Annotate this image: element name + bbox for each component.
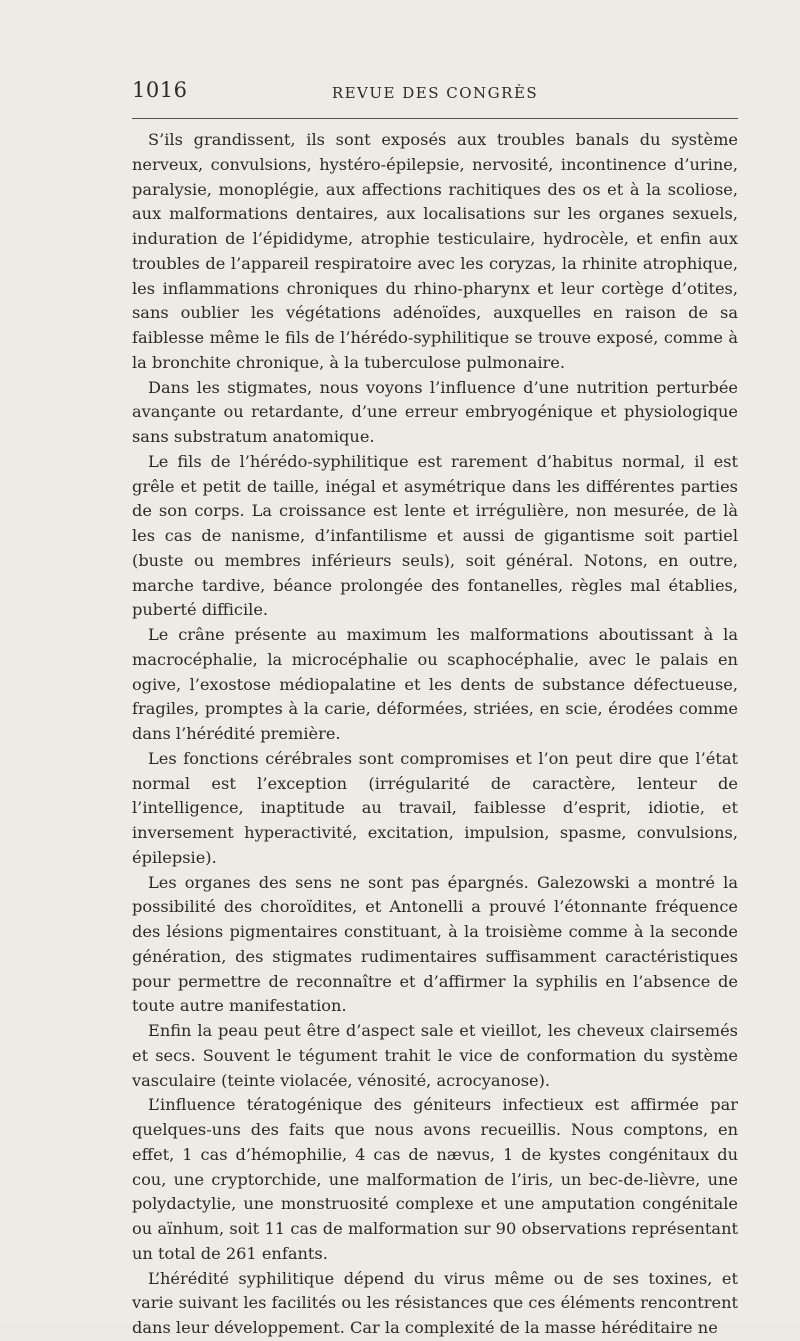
body-text: [132, 128, 738, 1341]
paragraph: Les organes des sens ne sont pas épargnés. Galezowski a montré la possibilité des choroïdites, et Antonelli a prouvé l’étonnante fréquence des lésions pigmentaires constituant, à la troisième comme à la seconde génération, des stigmates rudimentaires suffisamment caractéristiques pour permettre de reconnaître et d’affirmer la syphilis en l’absence de toute autre manifestation.: [132, 872, 738, 1016]
page-header: [132, 78, 738, 108]
paragraph: Enfin la peau peut être d’aspect sale et vieillot, les cheveux clairsemés et secs. Souvent le tégument trahit le vice de conformation du système vasculaire (teinte violacée, vénosité, acrocyanose).: [132, 1021, 738, 1090]
paragraph: L’hérédité syphilitique dépend du virus même ou de ses toxines, et varie suivant les facilités ou les résistances que ces éléments rencontrent dans leur développement. Car la complexité de la masse héréditaire ne: [132, 1268, 738, 1337]
paragraph: Dans les stigmates, nous voyons l’influence d’une nutrition perturbée avançante ou retardante, d’une erreur embryogénique et physiologique sans substratum anatomique.: [132, 377, 738, 446]
paragraph: S’ils grandissent, ils sont exposés aux troubles banals du système nerveux, convulsions, hystéro-épilepsie, nervosité, incontinence d’urine, paralysie, monoplégie, aux affections rachitiques des os et à la scoliose, aux malformations dentaires, aux localisations sur les organes sexuels, induration de l’épididyme, atrophie testiculaire, hydrocèle, et enfin aux troubles de l’appareil respiratoire avec les coryzas, la rhinite atrophique, les inflammations chroniques du rhino-pharynx et leur cortège d’otites, sans oublier les végétations adénoïdes, auxquelles en raison de sa faiblesse même le fils de l’hérédo-syphilitique se trouve exposé, comme à la bronchite chronique, à la tuberculose pulmonaire.: [132, 130, 738, 372]
paragraph: Le fils de l’hérédo-syphilitique est rarement d’habitus normal, il est grêle et petit de taille, inégal et asymétrique dans les différentes parties de son corps. La croissance est lente et irrégulière, non mesurée, de là les cas de nanisme, d’infantilisme et aussi de gigantisme soit partiel (buste ou membres inférieurs seuls), soit général. Notons, en outre, marche tardive, béance prolongée des fontanelles, règles mal établies, puberté difficile.: [132, 451, 738, 620]
paragraph: Le crâne présente au maximum les malformations aboutissant à la macrocéphalie, la microcéphalie ou scaphocéphalie, avec le palais en ogive, l’exostose médiopalatine et les dents de substance défectueuse, fragiles, promptes à la carie, déformées, striées, en scie, érodées comme dans l’hérédité première.: [132, 625, 738, 743]
header-rule: [132, 118, 738, 119]
paragraph: L’influence tératogénique des géniteurs infectieux est affirmée par quelques-uns des faits que nous avons recueillis. Nous comptons, en effet, 1 cas d’hémophilie, 4 cas de nævus, 1 de kystes congénitaux du cou, une cryptorchide, une malformation de l’iris, un bec-de-lièvre, une polydactylie, une monstruosité complexe et une amputation congénitale ou aïnhum, soit 11 cas de malformation sur 90 observations représentant un total de 261 enfants.: [132, 1095, 738, 1263]
page-number: 1016: [132, 78, 188, 102]
running-title: REVUE DES CONGRÈS: [331, 84, 539, 102]
paragraph: Les fonctions cérébrales sont compromises et l’on peut dire que l’état normal est l’exception (irrégularité de caractère, lenteur de l’intelligence, inaptitude au travail, faiblesse d’esprit, idiotie, et inversement hyperactivité, excitation, impulsion, spasme, convulsions, épilepsie).: [132, 748, 738, 867]
